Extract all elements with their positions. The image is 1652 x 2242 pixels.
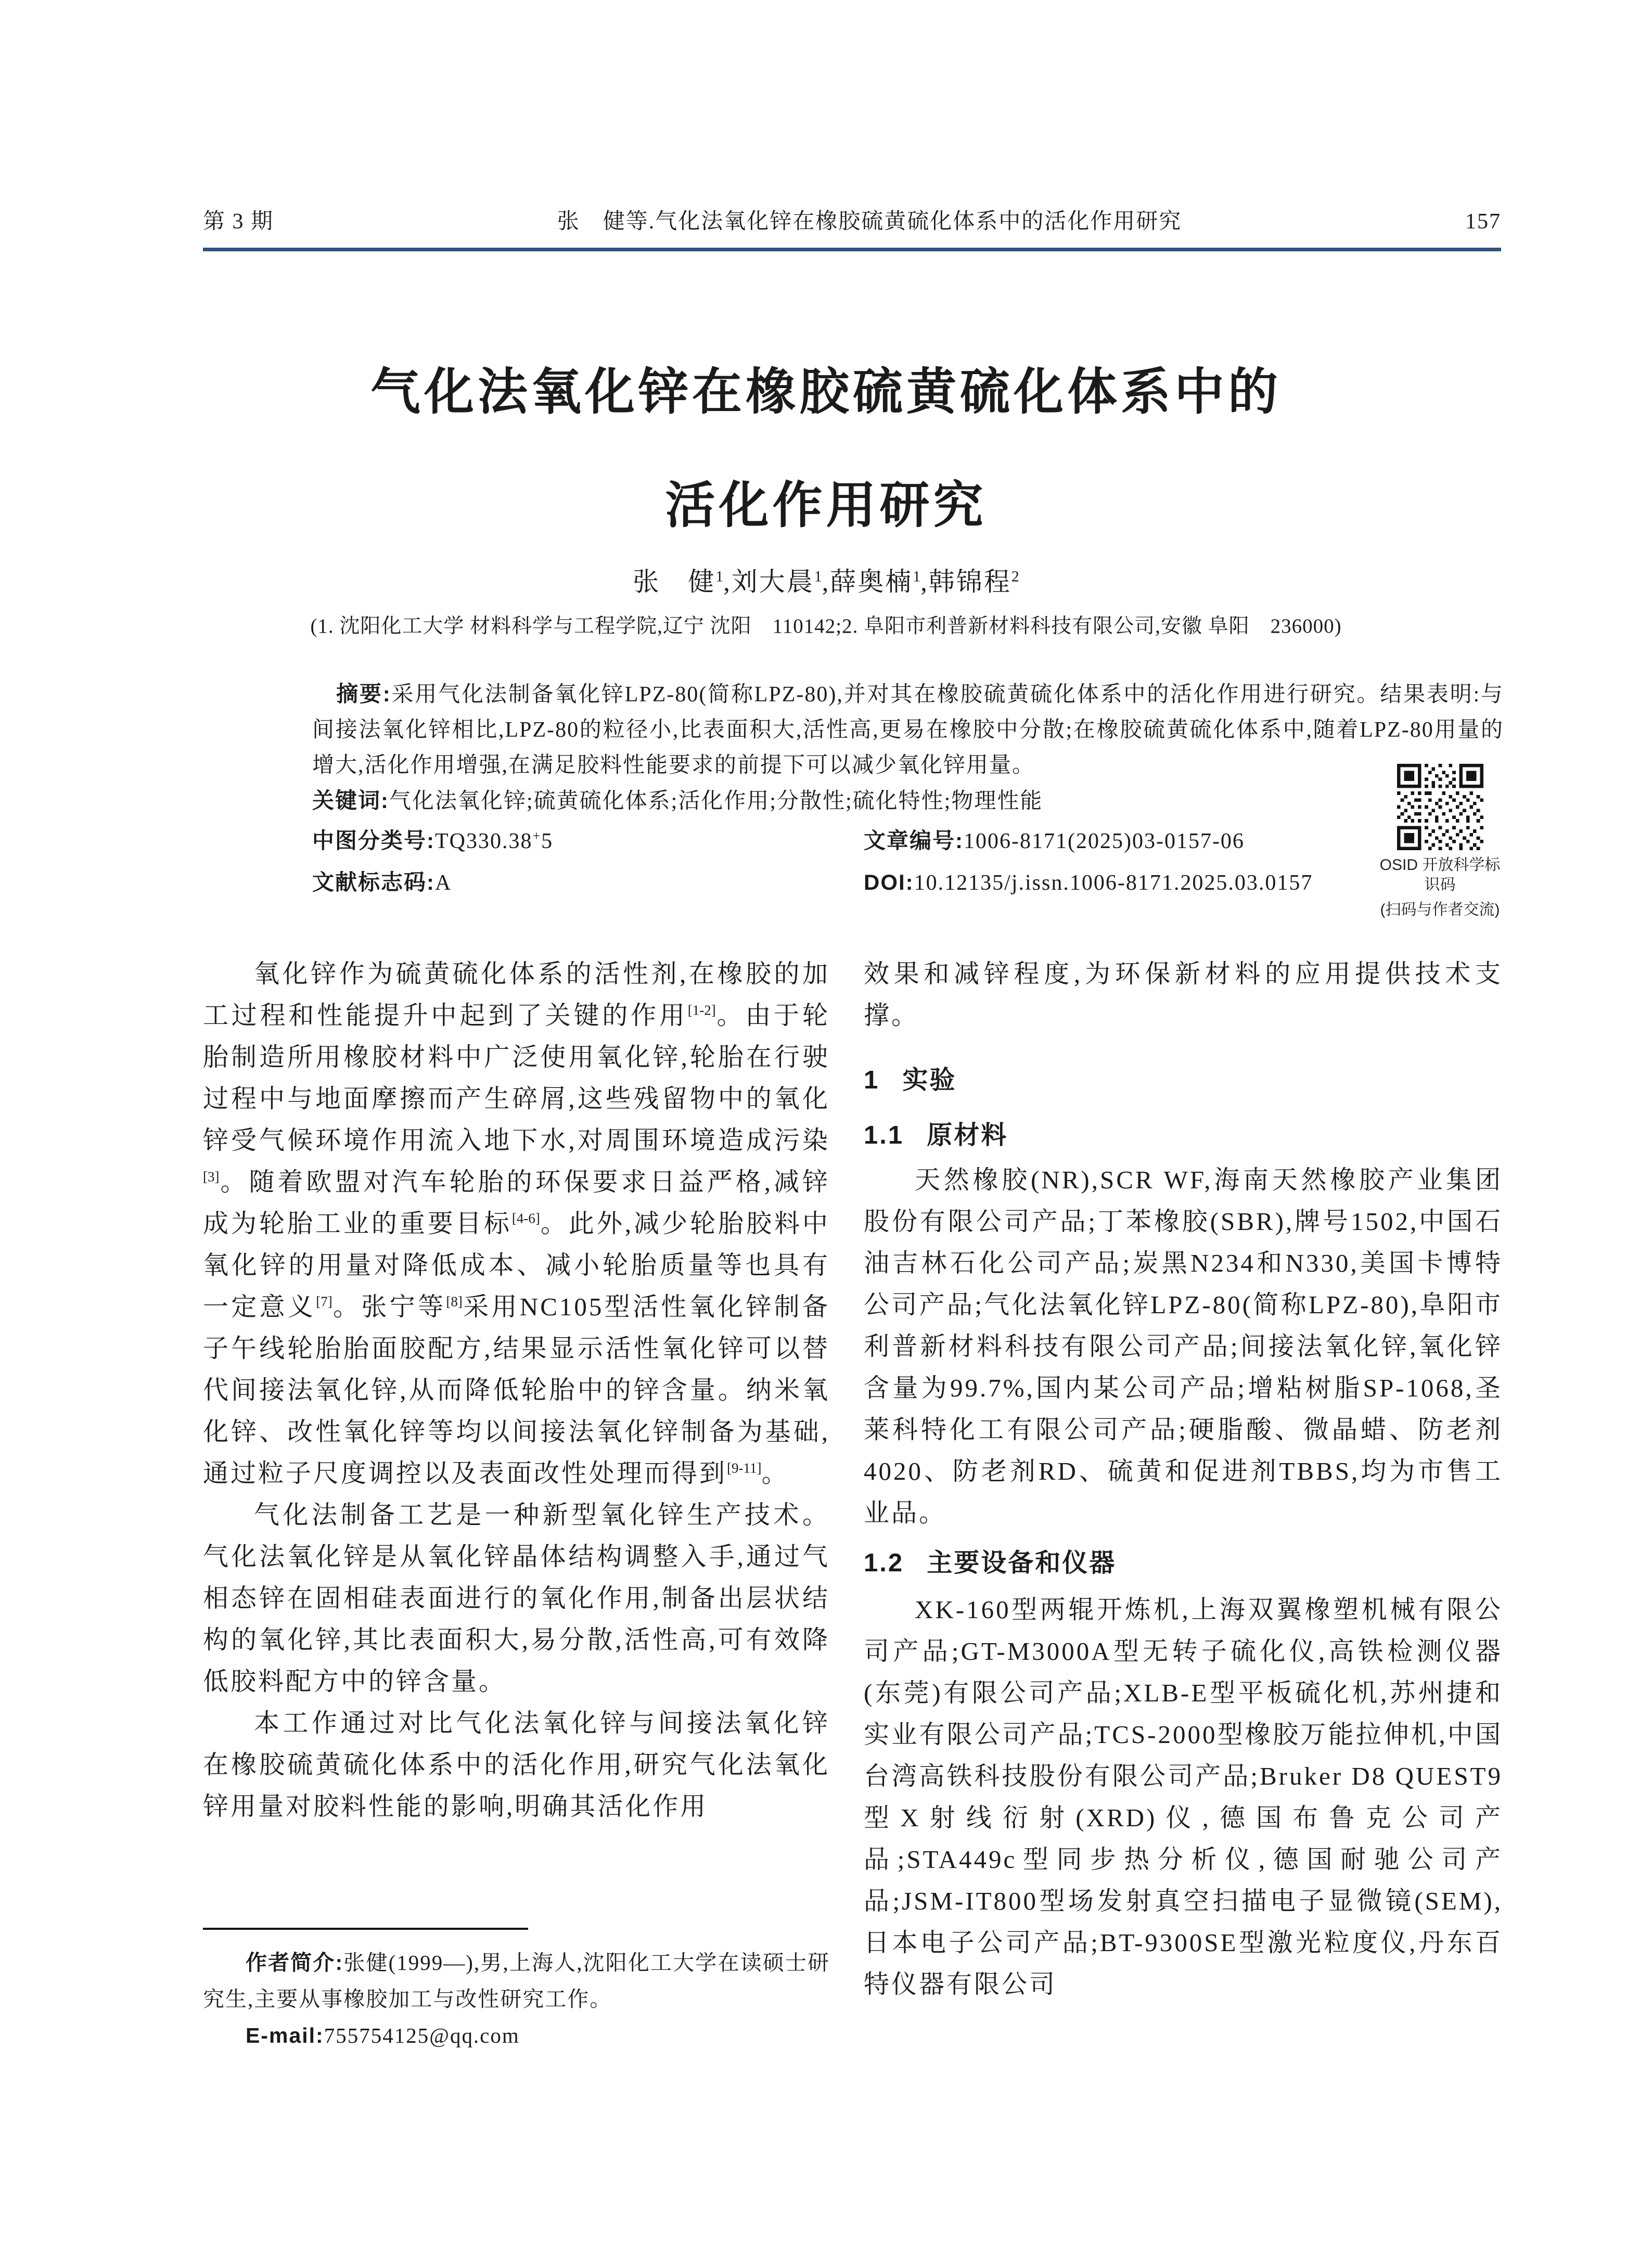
affiliation-line: (1. 沈阳化工大学 材料科学与工程学院,辽宁 沈阳 110142;2. 阜阳市利普新材料科技有限公司,安徽 阜阳 236000) bbox=[310, 615, 1342, 637]
clc-label: 中图分类号: bbox=[312, 828, 435, 853]
doc-code-label: 文献标志码: bbox=[312, 870, 435, 894]
paragraph-gasification-process: 气化法制备工艺是一种新型氧化锌生产技术。气化法氧化锌是从氧化锌晶体结构调整入手,通过气相态锌在固相硅表面进行的氧化作用,制备出层状结构的氧化锌,其比表面积大,易分散,活性高,可有效降低胶料配方中的锌含量。 bbox=[203, 1501, 830, 1696]
clc-value: TQ330.38 bbox=[435, 829, 533, 853]
article-no-label: 文章编号: bbox=[864, 828, 964, 853]
author-separator: , bbox=[920, 567, 929, 596]
meta-row-1 bbox=[312, 822, 1504, 861]
paragraph-equipment: XK-160型两辊开炼机,上海双翼橡塑机械有限公司产品;GT-M3000A型无转子硫化仪,高铁检测仪器(东莞)有限公司产品;XLB-E型平板硫化机,苏州捷和实业有限公司产品;TCS-2000型橡胶万能拉伸机,中国台湾高铁科技股份有限公司产品;Bruker D8 QUEST9型X射线衍射(XRD)仪,德国布鲁克公司产品;STA449c型同步热分析仪,德国耐驰公司产品;JSM-IT800型场发射真空扫描电子显微镜(SEM),日本电子公司产品;BT-9300SE型激光粒度仪,丹东百特仪器有限公司 bbox=[864, 1595, 1503, 1998]
author-separator: , bbox=[822, 567, 830, 596]
keywords-text: 气化法氧化锌;硫黄硫化体系;活化作用;分散性;硫化特性;物理性能 bbox=[389, 789, 1043, 813]
citation-ref: [3] bbox=[203, 1169, 220, 1185]
citation-ref: [7] bbox=[316, 1293, 332, 1310]
email-value: 755754125@qq.com bbox=[324, 2023, 520, 2047]
section-number: 1.2 bbox=[864, 1549, 904, 1577]
running-head bbox=[203, 204, 1501, 235]
clc-item bbox=[312, 822, 864, 861]
section-number: 1.1 bbox=[864, 1121, 904, 1149]
author-bio-label: 作者简介: bbox=[246, 1951, 344, 1975]
section-heading-1 bbox=[864, 1059, 1503, 1101]
authors-line bbox=[0, 561, 1652, 598]
body-column-left bbox=[203, 953, 830, 1827]
meta-row-2 bbox=[312, 863, 1504, 902]
article-title-line1: 气化法氧化锌在橡胶硫黄硫化体系中的 bbox=[370, 364, 1282, 420]
clc-superscript: + bbox=[532, 828, 542, 843]
citation-ref: [1-2] bbox=[687, 1002, 716, 1018]
section-title: 实验 bbox=[902, 1066, 957, 1094]
citation-ref: [9-11] bbox=[727, 1460, 762, 1476]
keywords-label: 关键词: bbox=[312, 788, 389, 813]
author: 薛奥楠$^1$ bbox=[830, 567, 921, 596]
author-affil-mark: 1 bbox=[913, 568, 921, 585]
author-affil-mark: 2 bbox=[1011, 568, 1019, 585]
section-number: 1 bbox=[864, 1066, 880, 1094]
footnote-rule bbox=[203, 1928, 528, 1930]
section-heading-1-1 bbox=[864, 1114, 1503, 1156]
abstract-text: 采用气化法制备氧化锌LPZ-80(简称LPZ-80),并对其在橡胶硫黄硫化体系中的活化作用进行研究。结果表明:与间接法氧化锌相比,LPZ-80的粒径小,比表面积大,活性高,更易在橡胶中分散;在橡胶硫黄硫化体系中,随着LPZ-80用量的增大,活化作用增强,在满足胶料性能要求的前提下可以减少氧化锌用量。 bbox=[312, 683, 1504, 777]
author: 张 健$^1$ bbox=[633, 567, 724, 596]
author-bio-text: 张健(1999—),男,上海人,沈阳化工大学在读硕士研究生,主要从事橡胶加工与改性研究工作。 bbox=[203, 1951, 830, 2011]
paragraph-this-work: 本工作通过对比气化法氧化锌与间接法氧化锌在橡胶硫黄硫化体系中的活化作用,研究气化法氧化锌用量对胶料性能的影响,明确其活化作用 bbox=[203, 1709, 830, 1821]
author-separator: , bbox=[723, 567, 732, 596]
keywords-line bbox=[312, 783, 1504, 819]
author-bio bbox=[203, 1944, 830, 2017]
running-title: 张 健等.气化法氧化锌在橡胶硫黄硫化体系中的活化作用研究 bbox=[557, 210, 1182, 234]
header-rule bbox=[203, 248, 1501, 253]
abstract-paragraph bbox=[312, 676, 1504, 783]
issue-label: 第 3 期 bbox=[203, 210, 274, 234]
doc-code-value: A bbox=[435, 871, 452, 895]
doc-code-item bbox=[312, 863, 864, 902]
author: 刘大晨$^1$ bbox=[731, 567, 822, 596]
author-affil-mark: 1 bbox=[715, 568, 724, 585]
citation-ref: [4-6] bbox=[511, 1210, 540, 1226]
section-title: 原材料 bbox=[927, 1121, 1008, 1149]
osid-qr-code-icon bbox=[1397, 764, 1483, 850]
doi-label: DOI: bbox=[864, 870, 914, 894]
osid-caption-line1: OSID 开放科学标识码 bbox=[1379, 856, 1501, 893]
citation-ref: [8] bbox=[446, 1293, 463, 1310]
author-email-line bbox=[203, 2017, 830, 2054]
osid-widget bbox=[1374, 764, 1506, 920]
abstract-label: 摘要: bbox=[336, 682, 391, 706]
paragraph-continuation: 效果和减锌程度,为环保新材料的应用提供技术支撑。 bbox=[864, 959, 1503, 1030]
email-label: E-mail: bbox=[246, 2023, 324, 2047]
page-number: 157 bbox=[1465, 210, 1501, 234]
clc-tail: 5 bbox=[541, 829, 554, 853]
abstract-block bbox=[312, 676, 1504, 918]
paragraph-intro: 氧化锌作为硫黄硫化体系的活性剂,在橡胶的加工过程和性能提升中起到了关键的作用[1-2]。由于轮胎制造所用橡胶材料中广泛使用氧化锌,轮胎在行驶过程中与地面摩擦而产生碎屑,这些残留物中的氧化锌受气候环境作用流入地下水,对周围环境造成污染[3]。随着欧盟对汽车轮胎的环保要求日益严格,减锌成为轮胎工业的重要目标[4-6]。此外,减少轮胎胶料中氧化锌的用量对降低成本、减小轮胎质量等也具有一定意义[7]。张宁等[8]采用NC105型活性氧化锌制备子午线轮胎胎面胶配方,结果显示活性氧化锌可以替代间接法氧化锌,从而降低轮胎中的锌含量。纳米氧化锌、改性氧化锌等均以间接法氧化锌制备为基础,通过粒子尺度调控以及表面改性处理而得到[9-11]。 bbox=[203, 959, 830, 1488]
author-affil-mark: 1 bbox=[814, 568, 822, 585]
author: 韩锦程$^2$ bbox=[928, 567, 1019, 596]
section-heading-1-2 bbox=[864, 1542, 1503, 1584]
osid-caption-line2: (扫码与作者交流) bbox=[1380, 901, 1500, 918]
body-column-right bbox=[864, 953, 1503, 2005]
article-title-line2: 活化作用研究 bbox=[665, 478, 987, 533]
article-no-value: 1006-8171(2025)03-0157-06 bbox=[964, 829, 1245, 853]
article-title bbox=[0, 336, 1652, 562]
doi-value: 10.12135/j.issn.1006-8171.2025.03.0157 bbox=[914, 871, 1313, 895]
footnote-block bbox=[203, 1928, 830, 2054]
section-title: 主要设备和仪器 bbox=[927, 1549, 1117, 1577]
paragraph-raw-materials: 天然橡胶(NR),SCR WF,海南天然橡胶产业集团股份有限公司产品;丁苯橡胶(SBR),牌号1502,中国石油吉林石化公司产品;炭黑N234和N330,美国卡博特公司产品;气化法氧化锌LPZ-80(简称LPZ-80),阜阳市利普新材料科技有限公司产品;间接法氧化锌,氧化锌含量为99.7%,国内某公司产品;增粘树脂SP-1068,圣莱科特化工有限公司产品;硬脂酸、微晶蜡、防老剂4020、防老剂RD、硫黄和促进剂TBBS,均为市售工业品。 bbox=[864, 1165, 1503, 1527]
